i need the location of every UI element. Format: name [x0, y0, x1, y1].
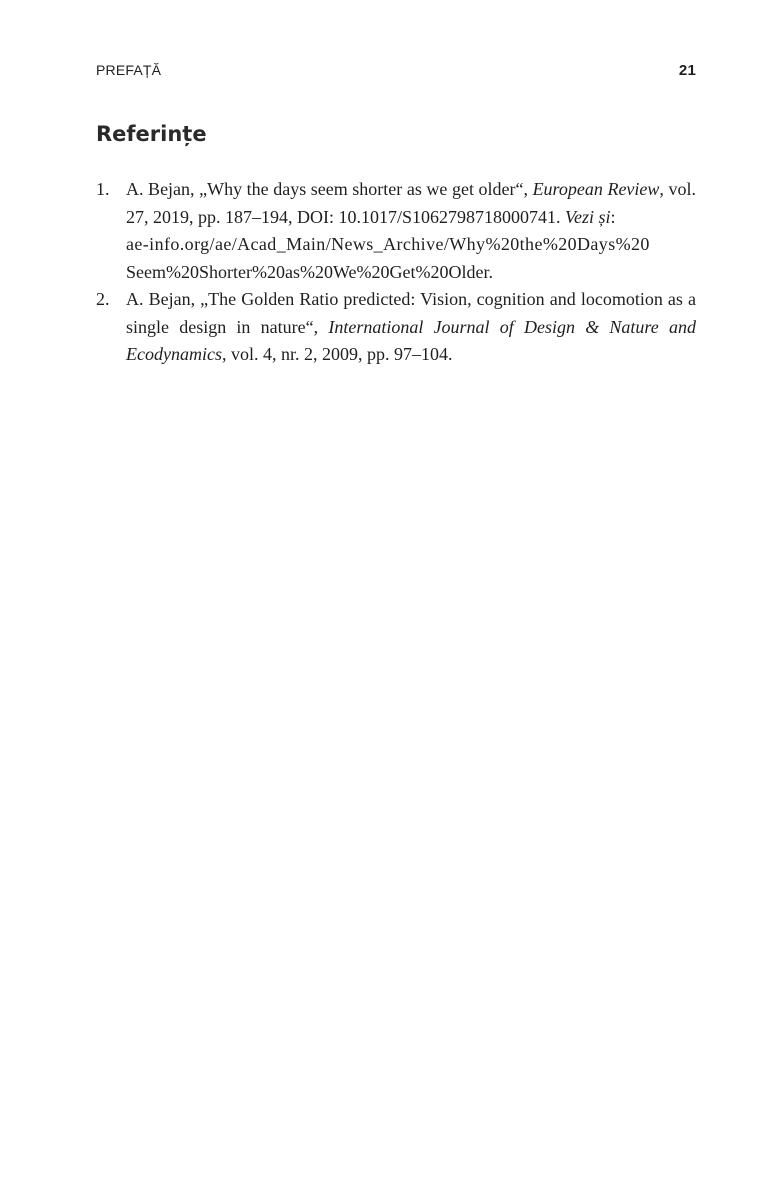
reference-text: A. Bejan, „Why the days seem shorter as we get older“,: [126, 179, 533, 199]
reference-number: 2.: [96, 289, 110, 309]
reference-url-line: ae-info.org/ae/Acad_Main/News_Archive/Why%20the%20Days%20: [126, 234, 650, 254]
reference-text: A. Bejan, „The Golden Ratio predicted: Vision, cognition and locomotion as a single design in nature“,: [126, 289, 696, 337]
reference-details: , vol. 27, 2019, pp. 187–194, DOI: 10.1017/S1062798718000741.: [126, 179, 696, 227]
reference-url-line: Seem%20Shorter%20as%20We%20Get%20Older.: [126, 261, 493, 282]
reference-see-also-colon: :: [610, 206, 616, 227]
reference-item: [96, 286, 696, 369]
reference-number: 1.: [96, 179, 110, 199]
references-list: [96, 176, 696, 369]
page-number: 21: [678, 62, 696, 79]
reference-journal: European Review: [532, 179, 660, 199]
reference-details: , vol. 4, nr. 2, 2009, pp. 97–104.: [221, 344, 453, 364]
section-heading: Referințe: [96, 122, 207, 146]
reference-journal: International Journal of Design & Nature and Ecodynamics: [126, 316, 696, 364]
reference-see-also: Vezi și: [565, 206, 611, 227]
running-head: [96, 62, 696, 82]
reference-item: [96, 176, 696, 286]
running-title: PREFAȚĂ: [96, 62, 162, 78]
